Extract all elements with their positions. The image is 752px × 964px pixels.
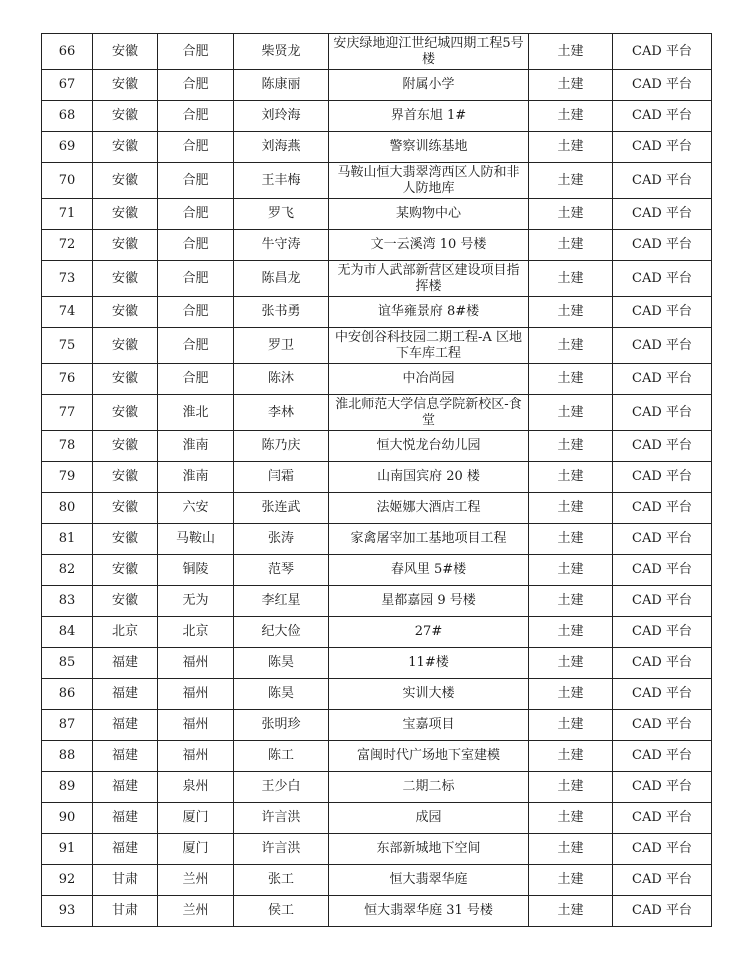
cell-project: 恒大翡翠华庭 xyxy=(329,865,529,896)
cell-no: 92 xyxy=(42,865,93,896)
cell-city: 合肥 xyxy=(158,70,234,101)
cell-person: 张涛 xyxy=(234,524,329,555)
cell-no: 66 xyxy=(42,34,93,70)
cell-major: 土建 xyxy=(529,199,613,230)
cell-platform: CAD 平台 xyxy=(613,617,712,648)
table-row xyxy=(42,834,712,865)
cell-project: 恒大翡翠华庭 31 号楼 xyxy=(329,896,529,927)
cell-platform: CAD 平台 xyxy=(613,462,712,493)
cell-major: 土建 xyxy=(529,710,613,741)
cell-city: 合肥 xyxy=(158,101,234,132)
cell-city: 淮南 xyxy=(158,431,234,462)
cell-project: 安庆绿地迎江世纪城四期工程5号楼 xyxy=(329,34,529,70)
cell-no: 88 xyxy=(42,741,93,772)
cell-major: 土建 xyxy=(529,70,613,101)
cell-province: 安徽 xyxy=(93,364,158,395)
cell-person: 刘玲海 xyxy=(234,101,329,132)
cell-city: 北京 xyxy=(158,617,234,648)
cell-city: 兰州 xyxy=(158,865,234,896)
cell-major: 土建 xyxy=(529,163,613,199)
table-row xyxy=(42,101,712,132)
table-row xyxy=(42,741,712,772)
cell-person: 侯工 xyxy=(234,896,329,927)
cell-major: 土建 xyxy=(529,586,613,617)
cell-person: 王少白 xyxy=(234,772,329,803)
cell-province: 安徽 xyxy=(93,586,158,617)
cell-platform: CAD 平台 xyxy=(613,199,712,230)
cell-city: 合肥 xyxy=(158,364,234,395)
cell-platform: CAD 平台 xyxy=(613,865,712,896)
cell-project: 11#楼 xyxy=(329,648,529,679)
cell-city: 厦门 xyxy=(158,803,234,834)
cell-province: 福建 xyxy=(93,772,158,803)
cell-major: 土建 xyxy=(529,617,613,648)
cell-major: 土建 xyxy=(529,834,613,865)
cell-no: 85 xyxy=(42,648,93,679)
cell-major: 土建 xyxy=(529,772,613,803)
cell-platform: CAD 平台 xyxy=(613,328,712,364)
cell-city: 合肥 xyxy=(158,328,234,364)
cell-person: 许言洪 xyxy=(234,803,329,834)
cell-platform: CAD 平台 xyxy=(613,710,712,741)
table-row xyxy=(42,132,712,163)
table-row xyxy=(42,586,712,617)
cell-person: 张连武 xyxy=(234,493,329,524)
cell-major: 土建 xyxy=(529,493,613,524)
cell-city: 无为 xyxy=(158,586,234,617)
cell-person: 罗飞 xyxy=(234,199,329,230)
cell-project: 富闽时代广场地下室建模 xyxy=(329,741,529,772)
cell-city: 合肥 xyxy=(158,261,234,297)
cell-city: 六安 xyxy=(158,493,234,524)
cell-province: 北京 xyxy=(93,617,158,648)
table-row xyxy=(42,70,712,101)
cell-city: 铜陵 xyxy=(158,555,234,586)
cell-no: 73 xyxy=(42,261,93,297)
cell-no: 90 xyxy=(42,803,93,834)
cell-major: 土建 xyxy=(529,261,613,297)
cell-project: 中安创谷科技园二期工程-A 区地下车库工程 xyxy=(329,328,529,364)
table-row xyxy=(42,617,712,648)
cell-province: 安徽 xyxy=(93,163,158,199)
cell-person: 陈乃庆 xyxy=(234,431,329,462)
cell-no: 77 xyxy=(42,395,93,431)
cell-no: 70 xyxy=(42,163,93,199)
cell-person: 陈康丽 xyxy=(234,70,329,101)
cell-major: 土建 xyxy=(529,364,613,395)
cell-province: 安徽 xyxy=(93,328,158,364)
cell-major: 土建 xyxy=(529,679,613,710)
cell-major: 土建 xyxy=(529,328,613,364)
cell-platform: CAD 平台 xyxy=(613,364,712,395)
cell-no: 72 xyxy=(42,230,93,261)
cell-major: 土建 xyxy=(529,132,613,163)
cell-city: 合肥 xyxy=(158,34,234,70)
project-table-body xyxy=(42,34,712,927)
cell-no: 91 xyxy=(42,834,93,865)
table-row xyxy=(42,555,712,586)
table-row xyxy=(42,679,712,710)
table-row xyxy=(42,261,712,297)
cell-person: 张明珍 xyxy=(234,710,329,741)
cell-city: 合肥 xyxy=(158,297,234,328)
cell-platform: CAD 平台 xyxy=(613,586,712,617)
table-row xyxy=(42,431,712,462)
cell-city: 兰州 xyxy=(158,896,234,927)
cell-platform: CAD 平台 xyxy=(613,132,712,163)
cell-project: 文一云溪湾 10 号楼 xyxy=(329,230,529,261)
cell-project: 27# xyxy=(329,617,529,648)
cell-major: 土建 xyxy=(529,555,613,586)
cell-project: 警察训练基地 xyxy=(329,132,529,163)
cell-city: 合肥 xyxy=(158,163,234,199)
cell-platform: CAD 平台 xyxy=(613,896,712,927)
cell-person: 张工 xyxy=(234,865,329,896)
project-table xyxy=(41,33,712,927)
cell-project: 界首东旭 1# xyxy=(329,101,529,132)
cell-major: 土建 xyxy=(529,648,613,679)
cell-project: 实训大楼 xyxy=(329,679,529,710)
cell-person: 纪大俭 xyxy=(234,617,329,648)
table-row xyxy=(42,395,712,431)
cell-city: 福州 xyxy=(158,679,234,710)
cell-no: 79 xyxy=(42,462,93,493)
cell-project: 宝嘉项目 xyxy=(329,710,529,741)
cell-no: 74 xyxy=(42,297,93,328)
cell-city: 合肥 xyxy=(158,132,234,163)
cell-platform: CAD 平台 xyxy=(613,555,712,586)
cell-province: 安徽 xyxy=(93,230,158,261)
cell-platform: CAD 平台 xyxy=(613,741,712,772)
cell-project: 某购物中心 xyxy=(329,199,529,230)
cell-major: 土建 xyxy=(529,803,613,834)
cell-project: 法姬娜大酒店工程 xyxy=(329,493,529,524)
cell-no: 87 xyxy=(42,710,93,741)
cell-province: 安徽 xyxy=(93,462,158,493)
cell-platform: CAD 平台 xyxy=(613,772,712,803)
cell-platform: CAD 平台 xyxy=(613,261,712,297)
cell-no: 68 xyxy=(42,101,93,132)
cell-city: 福州 xyxy=(158,648,234,679)
cell-platform: CAD 平台 xyxy=(613,524,712,555)
cell-major: 土建 xyxy=(529,524,613,555)
table-row xyxy=(42,230,712,261)
table-row xyxy=(42,772,712,803)
cell-project: 附属小学 xyxy=(329,70,529,101)
cell-province: 安徽 xyxy=(93,261,158,297)
cell-no: 75 xyxy=(42,328,93,364)
table-row xyxy=(42,34,712,70)
cell-city: 淮北 xyxy=(158,395,234,431)
cell-no: 76 xyxy=(42,364,93,395)
cell-province: 甘肃 xyxy=(93,865,158,896)
cell-person: 王丰梅 xyxy=(234,163,329,199)
cell-project: 山南国宾府 20 楼 xyxy=(329,462,529,493)
cell-person: 李红星 xyxy=(234,586,329,617)
cell-province: 安徽 xyxy=(93,431,158,462)
cell-no: 78 xyxy=(42,431,93,462)
cell-no: 81 xyxy=(42,524,93,555)
cell-platform: CAD 平台 xyxy=(613,34,712,70)
cell-city: 福州 xyxy=(158,710,234,741)
table-row xyxy=(42,328,712,364)
cell-platform: CAD 平台 xyxy=(613,163,712,199)
cell-platform: CAD 平台 xyxy=(613,70,712,101)
cell-person: 罗卫 xyxy=(234,328,329,364)
cell-no: 82 xyxy=(42,555,93,586)
cell-person: 闫霜 xyxy=(234,462,329,493)
cell-province: 福建 xyxy=(93,803,158,834)
cell-province: 安徽 xyxy=(93,101,158,132)
cell-no: 83 xyxy=(42,586,93,617)
cell-project: 二期二标 xyxy=(329,772,529,803)
cell-province: 安徽 xyxy=(93,132,158,163)
cell-project: 中冶尚园 xyxy=(329,364,529,395)
cell-project: 无为市人武部新营区建设项目指挥楼 xyxy=(329,261,529,297)
cell-person: 李林 xyxy=(234,395,329,431)
cell-major: 土建 xyxy=(529,297,613,328)
cell-project: 星都嘉园 9 号楼 xyxy=(329,586,529,617)
cell-major: 土建 xyxy=(529,865,613,896)
cell-project: 恒大悦龙台幼儿园 xyxy=(329,431,529,462)
table-row xyxy=(42,462,712,493)
cell-city: 马鞍山 xyxy=(158,524,234,555)
cell-major: 土建 xyxy=(529,741,613,772)
cell-province: 福建 xyxy=(93,648,158,679)
cell-no: 93 xyxy=(42,896,93,927)
cell-project: 马鞍山恒大翡翠湾西区人防和非人防地库 xyxy=(329,163,529,199)
cell-city: 福州 xyxy=(158,741,234,772)
table-row xyxy=(42,364,712,395)
cell-province: 福建 xyxy=(93,679,158,710)
cell-province: 安徽 xyxy=(93,34,158,70)
cell-province: 安徽 xyxy=(93,395,158,431)
cell-project: 家禽屠宰加工基地项目工程 xyxy=(329,524,529,555)
cell-major: 土建 xyxy=(529,230,613,261)
cell-platform: CAD 平台 xyxy=(613,679,712,710)
cell-project: 东部新城地下空间 xyxy=(329,834,529,865)
cell-platform: CAD 平台 xyxy=(613,230,712,261)
table-row xyxy=(42,297,712,328)
cell-no: 71 xyxy=(42,199,93,230)
cell-platform: CAD 平台 xyxy=(613,493,712,524)
table-row xyxy=(42,199,712,230)
cell-person: 牛守涛 xyxy=(234,230,329,261)
cell-person: 陈沐 xyxy=(234,364,329,395)
table-row xyxy=(42,493,712,524)
cell-province: 安徽 xyxy=(93,493,158,524)
cell-no: 67 xyxy=(42,70,93,101)
table-row xyxy=(42,163,712,199)
cell-platform: CAD 平台 xyxy=(613,834,712,865)
table-row xyxy=(42,896,712,927)
cell-person: 柴贤龙 xyxy=(234,34,329,70)
cell-person: 张书勇 xyxy=(234,297,329,328)
cell-person: 陈昌龙 xyxy=(234,261,329,297)
cell-no: 84 xyxy=(42,617,93,648)
cell-person: 陈昊 xyxy=(234,679,329,710)
cell-province: 福建 xyxy=(93,834,158,865)
cell-person: 陈工 xyxy=(234,741,329,772)
cell-city: 厦门 xyxy=(158,834,234,865)
cell-province: 安徽 xyxy=(93,524,158,555)
cell-city: 合肥 xyxy=(158,230,234,261)
cell-platform: CAD 平台 xyxy=(613,648,712,679)
table-row xyxy=(42,648,712,679)
cell-city: 合肥 xyxy=(158,199,234,230)
cell-platform: CAD 平台 xyxy=(613,297,712,328)
cell-person: 许言洪 xyxy=(234,834,329,865)
cell-province: 安徽 xyxy=(93,297,158,328)
table-row xyxy=(42,865,712,896)
cell-province: 甘肃 xyxy=(93,896,158,927)
cell-platform: CAD 平台 xyxy=(613,431,712,462)
cell-city: 泉州 xyxy=(158,772,234,803)
cell-major: 土建 xyxy=(529,462,613,493)
table-row xyxy=(42,524,712,555)
cell-project: 淮北师范大学信息学院新校区-食堂 xyxy=(329,395,529,431)
cell-person: 范琴 xyxy=(234,555,329,586)
cell-platform: CAD 平台 xyxy=(613,803,712,834)
cell-province: 安徽 xyxy=(93,555,158,586)
cell-platform: CAD 平台 xyxy=(613,101,712,132)
cell-project: 谊华雍景府 8#楼 xyxy=(329,297,529,328)
table-row xyxy=(42,803,712,834)
cell-province: 福建 xyxy=(93,741,158,772)
cell-major: 土建 xyxy=(529,101,613,132)
cell-major: 土建 xyxy=(529,896,613,927)
cell-no: 86 xyxy=(42,679,93,710)
cell-no: 69 xyxy=(42,132,93,163)
cell-major: 土建 xyxy=(529,395,613,431)
cell-city: 淮南 xyxy=(158,462,234,493)
table-row xyxy=(42,710,712,741)
cell-project: 成园 xyxy=(329,803,529,834)
cell-person: 刘海燕 xyxy=(234,132,329,163)
cell-platform: CAD 平台 xyxy=(613,395,712,431)
cell-province: 福建 xyxy=(93,710,158,741)
cell-province: 安徽 xyxy=(93,199,158,230)
cell-major: 土建 xyxy=(529,34,613,70)
cell-no: 89 xyxy=(42,772,93,803)
cell-no: 80 xyxy=(42,493,93,524)
cell-project: 春风里 5#楼 xyxy=(329,555,529,586)
cell-province: 安徽 xyxy=(93,70,158,101)
cell-major: 土建 xyxy=(529,431,613,462)
cell-person: 陈昊 xyxy=(234,648,329,679)
